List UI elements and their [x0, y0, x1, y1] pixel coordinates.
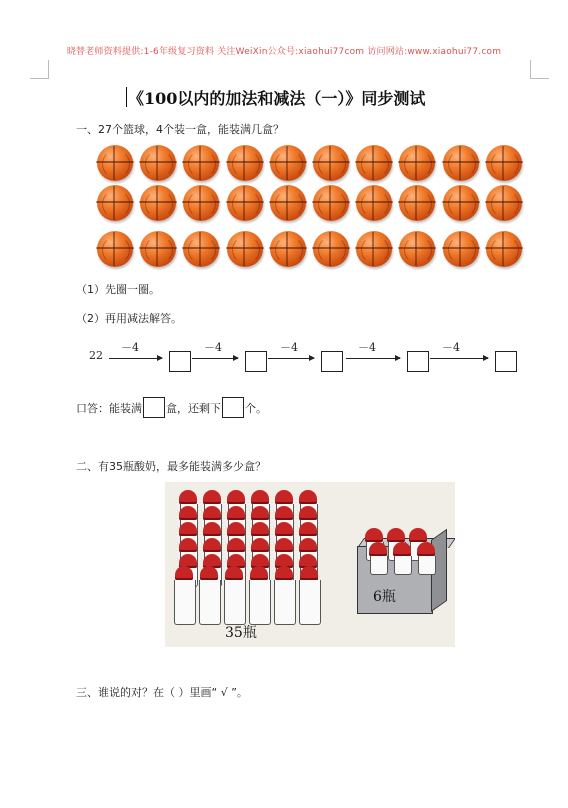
basketball-icon: [227, 185, 263, 221]
basketball-icon: [313, 145, 349, 181]
text-cursor: [126, 87, 127, 107]
basketball-icon: [270, 185, 306, 221]
basketball-icon: [356, 185, 392, 221]
yogurt-bottle-icon: [300, 566, 318, 625]
crate-label: 6瓶: [373, 589, 396, 605]
corner-mark-left: [30, 60, 49, 79]
basketball-icon: [140, 145, 176, 181]
sequence-arrow: [109, 358, 162, 359]
basketball-icon: [443, 231, 479, 267]
basketball-icon: [486, 231, 522, 267]
answer-prefix: 口答：能装满: [76, 402, 142, 415]
basketball-icon: [443, 145, 479, 181]
sequence-answer-box[interactable]: [495, 351, 517, 372]
basketball-icon: [313, 185, 349, 221]
sequence-start-number: 22: [89, 349, 103, 362]
basketball-icon: [399, 231, 435, 267]
basketball-icon: [227, 145, 263, 181]
sequence-answer-box[interactable]: [407, 351, 429, 372]
yogurt-bottle-icon: [225, 566, 243, 625]
basketball-icon: [183, 145, 219, 181]
sequence-operation-label: －4: [442, 341, 460, 354]
sequence-answer-box[interactable]: [245, 351, 267, 372]
basketball-icon: [313, 231, 349, 267]
basketball-icon: [356, 231, 392, 267]
basketball-icon: [140, 185, 176, 221]
question-3-prompt: 三、谁说的对？在（ ）里画“ √ ”。: [76, 686, 248, 699]
bottle-count-label: 35瓶: [225, 625, 257, 641]
answer-box-boxes[interactable]: [143, 397, 165, 418]
sequence-answer-box[interactable]: [169, 351, 191, 372]
page-title: 《100以内的加法和减法（一）》同步测试: [128, 89, 426, 108]
sequence-arrow: [268, 358, 314, 359]
basketball-icon: [399, 145, 435, 181]
basketball-icon: [97, 231, 133, 267]
yogurt-bottle-icon: [417, 542, 435, 575]
subtraction-sequence: [89, 338, 529, 378]
yogurt-bottles-image: [165, 482, 455, 647]
answer-suffix: 个。: [245, 402, 267, 415]
yogurt-bottle-icon: [175, 566, 193, 625]
sequence-arrow: [346, 358, 400, 359]
basketball-icon: [486, 185, 522, 221]
basketball-icon: [140, 231, 176, 267]
question-1-step-1: （1）先圈一圈。: [76, 283, 160, 296]
basketball-icon: [97, 145, 133, 181]
page-header: 晓替老师资料提供:1-6年级复习资料 关注WeiXin公众号:xiaohui77com 访问网站:www.xiaohui77.com: [66, 47, 502, 57]
corner-mark-right: [530, 60, 549, 79]
sequence-answer-box[interactable]: [321, 351, 343, 372]
sequence-operation-label: －4: [280, 341, 298, 354]
sequence-operation-label: －4: [358, 341, 376, 354]
basketball-icon: [183, 185, 219, 221]
yogurt-bottle-icon: [275, 566, 293, 625]
basketball-icon: [183, 231, 219, 267]
yogurt-bottle-icon: [200, 566, 218, 625]
basketball-icon: [399, 185, 435, 221]
basketball-grid: [95, 145, 527, 269]
sequence-operation-label: －4: [204, 341, 222, 354]
basketball-icon: [356, 145, 392, 181]
yogurt-bottle-icon: [393, 542, 411, 575]
answer-mid: 盒，还剩下: [166, 402, 221, 415]
question-1-prompt: 一、27个篮球，4个装一盒，能装满几盒？: [76, 123, 284, 136]
question-1-step-2: （2）再用减法解答。: [76, 312, 182, 325]
question-2-prompt: 二、有35瓶酸奶，最多能装满多少盒？: [76, 460, 266, 473]
basketball-icon: [270, 145, 306, 181]
yogurt-bottle-icon: [250, 566, 268, 625]
yogurt-bottle-icon: [369, 542, 387, 575]
answer-box-remainder[interactable]: [222, 397, 244, 418]
sequence-arrow: [430, 358, 488, 359]
basketball-icon: [227, 231, 263, 267]
basketball-icon: [486, 145, 522, 181]
basketball-icon: [270, 231, 306, 267]
sequence-operation-label: －4: [121, 341, 139, 354]
basketball-icon: [443, 185, 479, 221]
question-1-answer-line: [76, 397, 267, 421]
sequence-arrow: [192, 358, 238, 359]
basketball-icon: [97, 185, 133, 221]
